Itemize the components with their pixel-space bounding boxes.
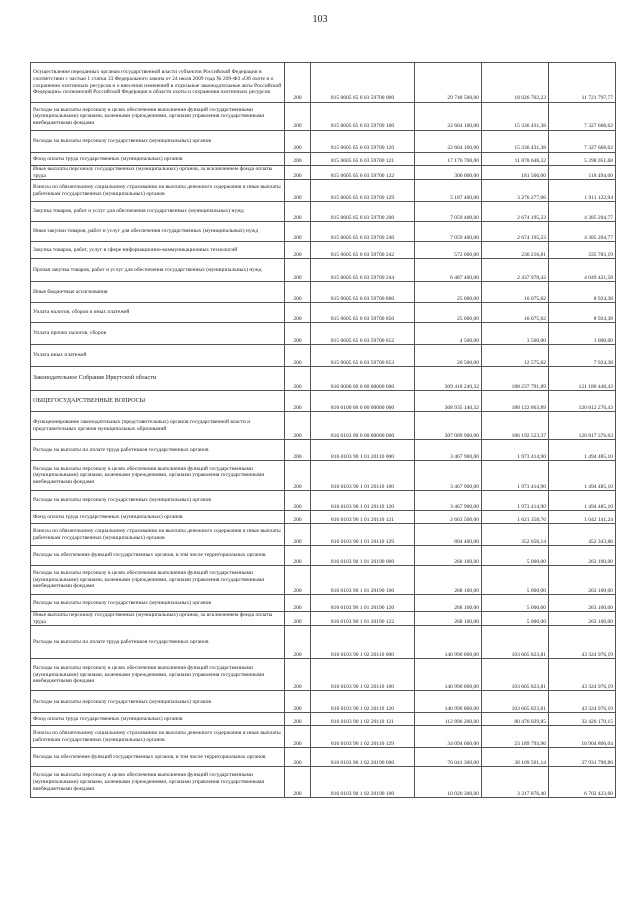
executed-amount-cell: 16 075,62 [482, 303, 549, 323]
line-code-cell: 200 [285, 566, 311, 595]
line-code-cell: 200 [285, 612, 311, 626]
executed-amount-cell: 352 056,14 [482, 524, 549, 546]
executed-amount-cell: 11 878 648,32 [482, 153, 549, 166]
budget-classification-code-cell: 816 0103 90 1 02 20110 000 [311, 626, 415, 659]
unexecuted-amount-cell: 7 924,38 [549, 345, 616, 367]
expense-name-cell: Иные закупки товаров, работ и услуг для обеспечения государственных (муниципальных) нужд [31, 222, 285, 242]
table-row [31, 63, 616, 103]
executed-amount-cell: 15 336 431,38 [482, 103, 549, 131]
line-code-cell: 200 [285, 242, 311, 259]
expense-name-cell: Уплата иных платежей [31, 345, 285, 367]
approved-amount-cell: 4 500,00 [415, 323, 482, 345]
approved-amount-cell: 268 100,00 [415, 612, 482, 626]
approved-amount-cell: 20 500,00 [415, 345, 482, 367]
executed-amount-cell: 103 665 823,81 [482, 659, 549, 691]
budget-classification-code-cell: 816 0103 90 1 01 20110 121 [311, 511, 415, 524]
executed-amount-cell: 3 317 876,40 [482, 767, 549, 798]
expense-name-cell: Уплата налогов, сборов и иных платежей [31, 303, 285, 323]
approved-amount-cell: 268 100,00 [415, 595, 482, 612]
approved-amount-cell: 112 896 200,00 [415, 713, 482, 726]
unexecuted-amount-cell: 37 931 798,86 [549, 748, 616, 767]
expense-name-cell: Функционирование законодательных (представительных) органов государственной власти и представительных органов муниципальных образований [31, 412, 285, 440]
unexecuted-amount-cell: 4 049 421,58 [549, 259, 616, 282]
approved-amount-cell: 146 990 800,00 [415, 691, 482, 713]
executed-amount-cell: 5 000,00 [482, 612, 549, 626]
table-row [31, 345, 616, 367]
budget-classification-code-cell: 816 0103 90 1 01 20190 122 [311, 612, 415, 626]
line-code-cell: 200 [285, 222, 311, 242]
unexecuted-amount-cell: 263 100,00 [549, 595, 616, 612]
line-code-cell: 200 [285, 323, 311, 345]
expense-name-cell: Прочая закупка товаров, работ и услуг для обеспечения государственных (муниципальных) нужд [31, 259, 285, 282]
executed-amount-cell: 1 973 414,90 [482, 491, 549, 511]
executed-amount-cell: 80 476 029,85 [482, 713, 549, 726]
expense-name-cell: Расходы на выплаты персоналу государственных (муниципальных) органов [31, 491, 285, 511]
approved-amount-cell: 3 467 900,00 [415, 491, 482, 511]
approved-amount-cell: 146 990 800,00 [415, 626, 482, 659]
line-code-cell: 200 [285, 166, 311, 180]
expense-name-cell: Расходы на выплаты по оплате труда работников государственных органов [31, 440, 285, 461]
budget-classification-code-cell: 816 0103 90 1 02 20110 100 [311, 659, 415, 691]
unexecuted-amount-cell: 452 343,86 [549, 524, 616, 546]
unexecuted-amount-cell: 120 817 376,63 [549, 412, 616, 440]
table-row [31, 103, 616, 131]
line-code-cell: 200 [285, 726, 311, 748]
executed-amount-cell: 38 109 501,14 [482, 748, 549, 767]
executed-amount-cell: 3 276 277,06 [482, 180, 549, 202]
unexecuted-amount-cell: 5 298 051,68 [549, 153, 616, 166]
expense-name-cell: Расходы на выплаты по оплате труда работников государственных органов [31, 626, 285, 659]
budget-classification-code-cell: 815 0605 65 6 03 59700 852 [311, 323, 415, 345]
approved-amount-cell: 5 187 400,00 [415, 180, 482, 202]
executed-amount-cell: 186 192 523,37 [482, 412, 549, 440]
unexecuted-amount-cell: 4 385 204,77 [549, 222, 616, 242]
table-section-row [31, 391, 616, 412]
table-row [31, 180, 616, 202]
line-code-cell: 200 [285, 767, 311, 798]
executed-amount-cell: 1 973 414,90 [482, 461, 549, 491]
unexecuted-amount-cell: 10 904 806,04 [549, 726, 616, 748]
approved-amount-cell: 3 467 900,00 [415, 440, 482, 461]
approved-amount-cell: 6 487 400,00 [415, 259, 482, 282]
line-code-cell: 200 [285, 202, 311, 222]
table-row [31, 131, 616, 153]
budget-classification-code-cell: 816 0103 90 1 01 20190 000 [311, 546, 415, 566]
table-row [31, 259, 616, 282]
expense-name-cell: Законодательное Собрание Иркутской области [31, 367, 285, 391]
line-code-cell: 200 [285, 412, 311, 440]
executed-amount-cell: 2 437 978,42 [482, 259, 549, 282]
unexecuted-amount-cell: 1 494 485,10 [549, 461, 616, 491]
budget-classification-code-cell: 816 0100 00 0 00 00000 000 [311, 391, 415, 412]
line-code-cell: 200 [285, 103, 311, 131]
line-code-cell: 200 [285, 131, 311, 153]
executed-amount-cell: 12 575,62 [482, 345, 549, 367]
unexecuted-amount-cell: 11 721 797,77 [549, 63, 616, 103]
approved-amount-cell: 29 748 500,00 [415, 63, 482, 103]
table-row [31, 511, 616, 524]
approved-amount-cell: 572 000,00 [415, 242, 482, 259]
table-section-row [31, 367, 616, 391]
table-row [31, 748, 616, 767]
unexecuted-amount-cell: 8 924,38 [549, 303, 616, 323]
line-code-cell: 200 [285, 153, 311, 166]
unexecuted-amount-cell: 335 783,19 [549, 242, 616, 259]
line-code-cell: 200 [285, 303, 311, 323]
line-code-cell: 200 [285, 282, 311, 303]
line-code-cell: 200 [285, 511, 311, 524]
line-code-cell: 200 [285, 180, 311, 202]
executed-amount-cell: 3 500,00 [482, 323, 549, 345]
budget-classification-code-cell: 816 0103 90 1 02 20110 121 [311, 713, 415, 726]
unexecuted-amount-cell: 121 180 448,43 [549, 367, 616, 391]
table-row [31, 713, 616, 726]
executed-amount-cell: 236 216,81 [482, 242, 549, 259]
table-row [31, 691, 616, 713]
unexecuted-amount-cell: 263 100,00 [549, 612, 616, 626]
approved-amount-cell: 268 100,00 [415, 546, 482, 566]
approved-amount-cell: 3 467 900,00 [415, 461, 482, 491]
executed-amount-cell: 5 000,00 [482, 595, 549, 612]
executed-amount-cell: 188 122 863,89 [482, 391, 549, 412]
table-row [31, 491, 616, 511]
budget-classification-code-cell: 815 0605 65 6 03 59700 200 [311, 202, 415, 222]
budget-classification-code-cell: 815 0605 65 6 03 59700 240 [311, 222, 415, 242]
line-code-cell: 200 [285, 713, 311, 726]
line-code-cell: 200 [285, 63, 311, 103]
approved-amount-cell: 307 009 900,00 [415, 412, 482, 440]
budget-classification-code-cell: 815 0605 65 6 03 59700 853 [311, 345, 415, 367]
executed-amount-cell: 5 000,00 [482, 546, 549, 566]
approved-amount-cell: 22 664 100,00 [415, 131, 482, 153]
expense-name-cell: ОБЩЕГОСУДАРСТВЕННЫЕ ВОПРОСЫ [31, 391, 285, 412]
unexecuted-amount-cell: 118 494,00 [549, 166, 616, 180]
executed-amount-cell: 23 189 793,96 [482, 726, 549, 748]
expense-name-cell: Расходы на выплаты персоналу государственных (муниципальных) органов [31, 691, 285, 713]
table-row [31, 323, 616, 345]
approved-amount-cell: 300 000,00 [415, 166, 482, 180]
unexecuted-amount-cell: 263 100,00 [549, 566, 616, 595]
line-code-cell: 200 [285, 367, 311, 391]
unexecuted-amount-cell: 6 702 423,60 [549, 767, 616, 798]
line-code-cell: 200 [285, 595, 311, 612]
unexecuted-amount-cell: 4 385 204,77 [549, 202, 616, 222]
approved-amount-cell: 22 664 100,00 [415, 103, 482, 131]
approved-amount-cell: 7 059 400,00 [415, 222, 482, 242]
budget-classification-code-cell: 815 0605 65 6 03 59700 122 [311, 166, 415, 180]
unexecuted-amount-cell: 263 100,00 [549, 546, 616, 566]
approved-amount-cell: 308 935 140,32 [415, 391, 482, 412]
unexecuted-amount-cell: 7 327 668,62 [549, 131, 616, 153]
budget-execution-table [30, 62, 616, 798]
table-row [31, 566, 616, 595]
table-row [31, 524, 616, 546]
table-row [31, 440, 616, 461]
line-code-cell: 200 [285, 491, 311, 511]
budget-classification-code-cell: 816 0103 90 1 01 20110 120 [311, 491, 415, 511]
expense-name-cell: Расходы на выплаты персоналу в целях обеспечения выполнения функций государственными (муниципальными) органами, казенными учреждениями, органами управления государственными внебюджетными фондами [31, 461, 285, 491]
table-row [31, 282, 616, 303]
executed-amount-cell: 103 665 823,81 [482, 691, 549, 713]
budget-classification-code-cell: 816 0103 90 1 01 20110 000 [311, 440, 415, 461]
approved-amount-cell: 2 663 500,00 [415, 511, 482, 524]
approved-amount-cell: 146 990 800,00 [415, 659, 482, 691]
expense-name-cell: Осуществление переданных органам государственной власти субъектов Российской Федерации в соответствии с частью 1 статьи 33 Федерального закона от 24 июля 2009 года № 209-ФЗ «Об охоте и о сохранении охотничьих ресурсов и о внесении изменений в отдельные законодательные акты Российской Федерации» полномочий Российской Федерации в области охоты и сохранения охотничьих ресурсов [31, 63, 285, 103]
table-row [31, 546, 616, 566]
unexecuted-amount-cell: 32 420 170,15 [549, 713, 616, 726]
unexecuted-amount-cell: 120 812 276,43 [549, 391, 616, 412]
approved-amount-cell: 268 100,00 [415, 566, 482, 595]
budget-classification-code-cell: 816 0103 90 1 01 20110 100 [311, 461, 415, 491]
line-code-cell: 200 [285, 440, 311, 461]
approved-amount-cell: 309 418 240,32 [415, 367, 482, 391]
executed-amount-cell: 103 665 823,81 [482, 626, 549, 659]
line-code-cell: 200 [285, 259, 311, 282]
budget-classification-code-cell: 816 0103 90 1 02 20110 129 [311, 726, 415, 748]
line-code-cell: 200 [285, 626, 311, 659]
expense-name-cell: Расходы на выплаты персоналу государственных (муниципальных) органов [31, 131, 285, 153]
budget-classification-code-cell: 815 0605 65 6 03 59700 850 [311, 303, 415, 323]
expense-name-cell: Расходы на обеспечение функций государственных органов, в том числе территориальных органов [31, 546, 285, 566]
expense-name-cell: Взносы по обязательному социальному страхованию на выплаты денежного содержания и иные выплаты работникам государственных (муниципальных) органов [31, 726, 285, 748]
approved-amount-cell: 7 059 400,00 [415, 202, 482, 222]
budget-classification-code-cell: 816 0103 00 0 00 00000 000 [311, 412, 415, 440]
expense-name-cell: Уплата прочих налогов, сборов [31, 323, 285, 345]
unexecuted-amount-cell: 43 324 976,19 [549, 626, 616, 659]
expense-name-cell: Закупка товаров, работ и услуг для обеспечения государственных (муниципальных) нужд [31, 202, 285, 222]
line-code-cell: 200 [285, 546, 311, 566]
table-row [31, 166, 616, 180]
budget-classification-code-cell: 816 0103 90 1 02 20190 000 [311, 748, 415, 767]
table-row [31, 242, 616, 259]
budget-classification-code-cell: 815 0605 65 6 03 59700 129 [311, 180, 415, 202]
executed-amount-cell: 5 000,00 [482, 566, 549, 595]
expense-name-cell: Расходы на выплаты персоналу государственных (муниципальных) органов [31, 595, 285, 612]
expense-name-cell: Фонд оплаты труда государственных (муниципальных) органов [31, 511, 285, 524]
table-row [31, 461, 616, 491]
budget-classification-code-cell: 816 0103 90 1 02 20190 100 [311, 767, 415, 798]
line-code-cell: 200 [285, 461, 311, 491]
budget-classification-code-cell: 815 0605 65 6 03 59700 120 [311, 131, 415, 153]
table-row [31, 659, 616, 691]
budget-classification-code-cell: 816 0103 90 1 01 20190 120 [311, 595, 415, 612]
table-row [31, 626, 616, 659]
expense-name-cell: Расходы на обеспечение функций государственных органов, в том числе территориальных органов [31, 748, 285, 767]
expense-name-cell: Расходы на выплаты персоналу в целях обеспечения выполнения функций государственными (муниципальными) органами, казенными учреждениями, органами управления государственными внебюджетными фондами [31, 659, 285, 691]
line-code-cell: 200 [285, 391, 311, 412]
table-row [31, 303, 616, 323]
approved-amount-cell: 34 094 600,00 [415, 726, 482, 748]
line-code-cell: 200 [285, 691, 311, 713]
executed-amount-cell: 181 506,00 [482, 166, 549, 180]
approved-amount-cell: 804 400,00 [415, 524, 482, 546]
expense-name-cell: Иные бюджетные ассигнования [31, 282, 285, 303]
table-body [31, 63, 616, 798]
budget-classification-code-cell: 816 0103 90 1 01 20110 129 [311, 524, 415, 546]
executed-amount-cell: 1 621 358,76 [482, 511, 549, 524]
approved-amount-cell: 17 176 700,00 [415, 153, 482, 166]
executed-amount-cell: 2 674 195,23 [482, 222, 549, 242]
table-row [31, 222, 616, 242]
budget-classification-code-cell: 815 0605 65 6 03 59700 121 [311, 153, 415, 166]
unexecuted-amount-cell: 7 327 668,62 [549, 103, 616, 131]
approved-amount-cell: 10 020 300,00 [415, 767, 482, 798]
executed-amount-cell: 15 336 431,38 [482, 131, 549, 153]
unexecuted-amount-cell: 43 324 976,19 [549, 691, 616, 713]
budget-classification-code-cell: 816 0103 90 1 01 20190 100 [311, 566, 415, 595]
budget-classification-code-cell: 815 0605 65 6 03 59700 244 [311, 259, 415, 282]
unexecuted-amount-cell: 1 494 485,10 [549, 491, 616, 511]
expense-name-cell: Расходы на выплаты персоналу в целях обеспечения выполнения функций государственными (муниципальными) органами, казенными учреждениями, органами управления государственными внебюджетными фондами [31, 767, 285, 798]
unexecuted-amount-cell: 1 000,00 [549, 323, 616, 345]
table-row [31, 595, 616, 612]
budget-classification-code-cell: 815 0605 65 6 03 59700 000 [311, 63, 415, 103]
line-code-cell: 200 [285, 659, 311, 691]
executed-amount-cell: 188 237 791,89 [482, 367, 549, 391]
approved-amount-cell: 25 000,00 [415, 303, 482, 323]
expense-name-cell: Фонд оплаты труда государственных (муниципальных) органов [31, 713, 285, 726]
line-code-cell: 200 [285, 345, 311, 367]
table-row [31, 153, 616, 166]
approved-amount-cell: 76 041 300,00 [415, 748, 482, 767]
expense-name-cell: Взносы по обязательному социальному страхованию на выплаты денежного содержания и иные выплаты работникам государственных (муниципальных) органов [31, 524, 285, 546]
unexecuted-amount-cell: 8 924,38 [549, 282, 616, 303]
budget-classification-code-cell: 815 0605 65 6 03 59700 100 [311, 103, 415, 131]
expense-name-cell: Иные выплаты персоналу государственных (муниципальных) органов, за исключением фонда оплаты труда [31, 612, 285, 626]
expense-name-cell: Иные выплаты персоналу государственных (муниципальных) органов, за исключением фонда оплаты труда [31, 166, 285, 180]
table-row [31, 412, 616, 440]
expense-name-cell: Закупка товаров, работ, услуг в сфере информационно-коммуникационных технологий [31, 242, 285, 259]
executed-amount-cell: 2 674 195,23 [482, 202, 549, 222]
executed-amount-cell: 18 026 702,23 [482, 63, 549, 103]
table-row [31, 726, 616, 748]
page-number: 103 [312, 14, 328, 25]
budget-classification-code-cell: 815 0605 65 6 03 59700 242 [311, 242, 415, 259]
budget-classification-code-cell: 816 0103 90 1 02 20110 120 [311, 691, 415, 713]
executed-amount-cell: 16 075,62 [482, 282, 549, 303]
expense-name-cell: Фонд оплаты труда государственных (муниципальных) органов [31, 153, 285, 166]
line-code-cell: 200 [285, 524, 311, 546]
executed-amount-cell: 1 973 414,90 [482, 440, 549, 461]
budget-classification-code-cell: 815 0605 65 6 03 59700 800 [311, 282, 415, 303]
unexecuted-amount-cell: 1 494 485,10 [549, 440, 616, 461]
line-code-cell: 200 [285, 748, 311, 767]
unexecuted-amount-cell: 1 911 122,94 [549, 180, 616, 202]
table-row [31, 612, 616, 626]
approved-amount-cell: 25 000,00 [415, 282, 482, 303]
table-row [31, 202, 616, 222]
expense-name-cell: Взносы по обязательному социальному страхованию на выплаты денежного содержания и иные выплаты работникам государственных (муниципальных) органов [31, 180, 285, 202]
expense-name-cell: Расходы на выплаты персоналу в целях обеспечения выполнения функций государственными (муниципальными) органами, казенными учреждениями, органами управления государственными внебюджетными фондами [31, 103, 285, 131]
unexecuted-amount-cell: 43 324 976,19 [549, 659, 616, 691]
budget-classification-code-cell: 816 0000 00 0 00 00000 000 [311, 367, 415, 391]
unexecuted-amount-cell: 1 042 141,24 [549, 511, 616, 524]
table-row [31, 767, 616, 798]
expense-name-cell: Расходы на выплаты персоналу в целях обеспечения выполнения функций государственными (муниципальными) органами, казенными учреждениями, органами управления государственными внебюджетными фондами [31, 566, 285, 595]
